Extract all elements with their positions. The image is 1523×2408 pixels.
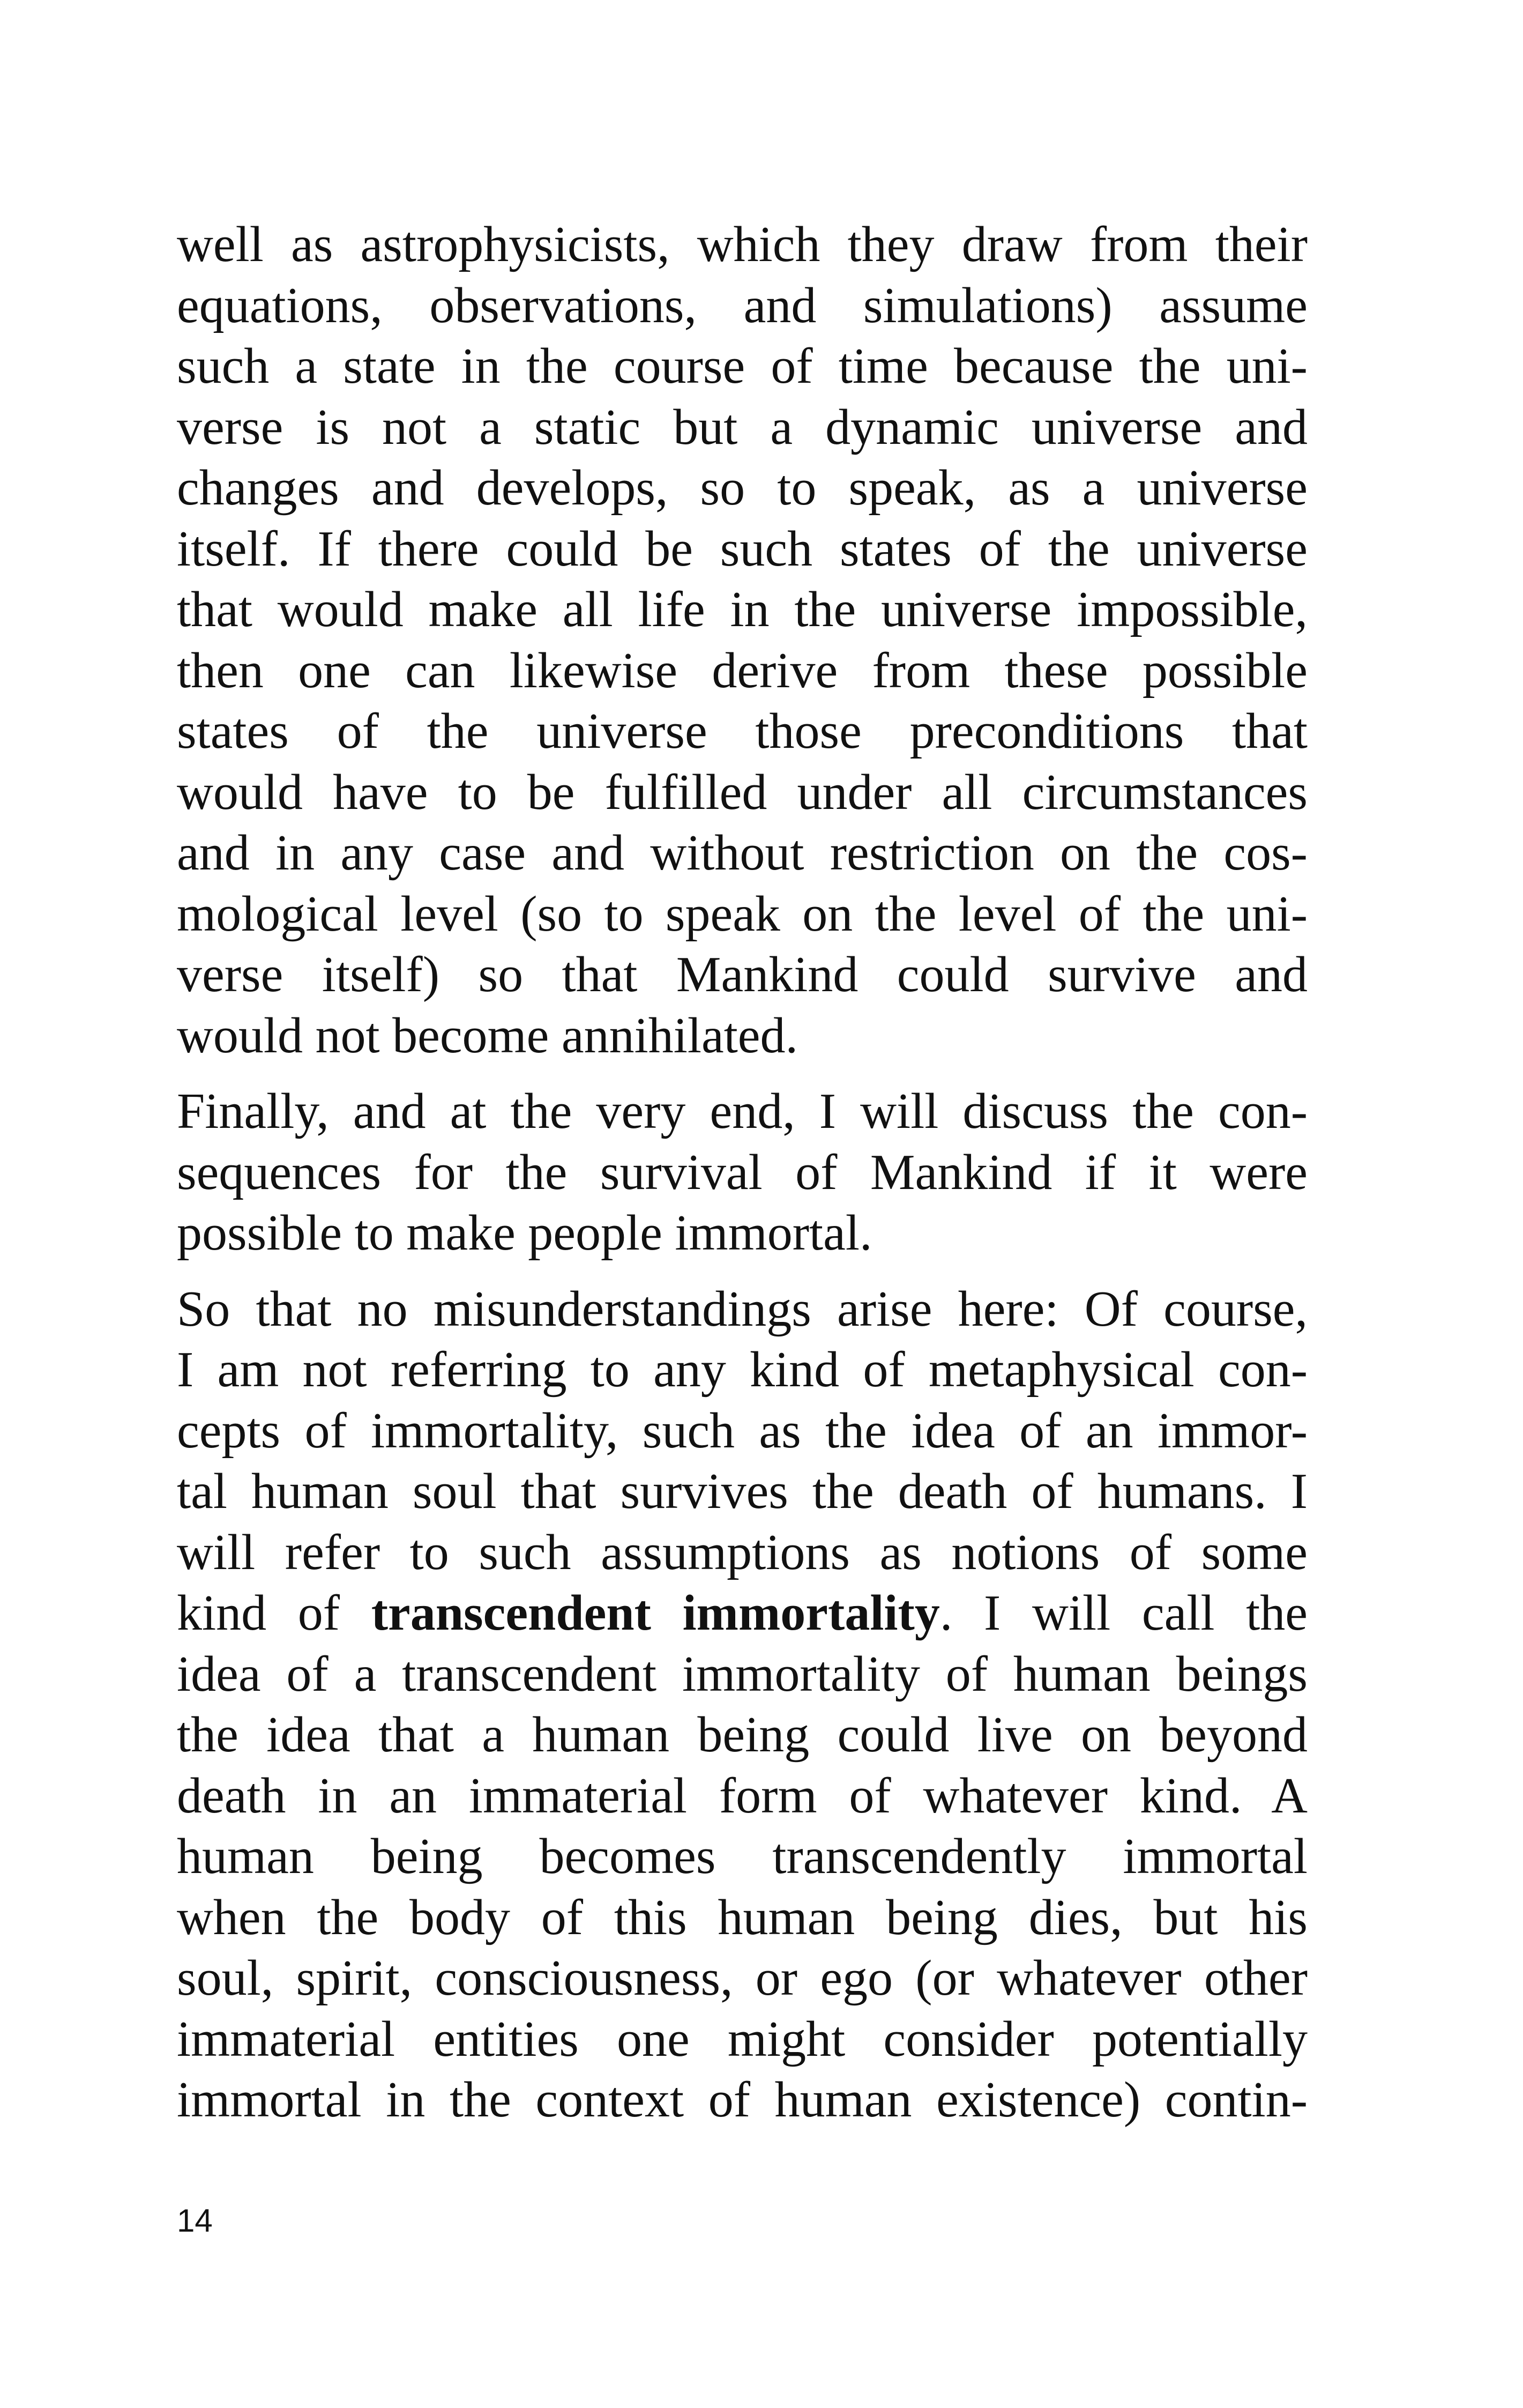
text-line: such a state in the course of time because the uni- bbox=[177, 338, 1308, 394]
text-fragment: . I will call the bbox=[939, 1585, 1308, 1641]
text-line: death in an immaterial form of whatever kind. A bbox=[177, 1767, 1308, 1824]
text-line: that would make all life in the universe impossible, bbox=[177, 582, 1308, 637]
text-line: well as astrophysicists, which they draw from their bbox=[177, 217, 1308, 272]
text-line: cepts of immortality, such as the idea of an immor- bbox=[177, 1402, 1308, 1459]
text-line: immortal in the context of human existence) contin- bbox=[177, 2072, 1308, 2128]
text-line: then one can likewise derive from these possible bbox=[177, 642, 1308, 698]
paragraph-3 bbox=[177, 1279, 1308, 2131]
paragraph-spacing bbox=[177, 1066, 1308, 1081]
text-line: Finally, and at the very end, I will discuss the con- bbox=[177, 1083, 1308, 1139]
text-line-with-bold-term bbox=[177, 1583, 1308, 1644]
text-line: equations, observations, and simulations) assume bbox=[177, 277, 1308, 333]
page-number: 14 bbox=[177, 2203, 213, 2239]
text-line: the idea that a human being could live on beyond bbox=[177, 1707, 1308, 1763]
text-line: possible to make people immortal. bbox=[177, 1205, 872, 1261]
text-line: verse is not a static but a dynamic universe and bbox=[177, 399, 1308, 455]
paragraph-2 bbox=[177, 1081, 1308, 1264]
text-line: itself. If there could be such states of the universe bbox=[177, 521, 1308, 577]
bold-term: transcendent immortality bbox=[371, 1585, 940, 1641]
text-line: and in any case and without restriction on the cos- bbox=[177, 825, 1308, 881]
paragraph-1 bbox=[177, 214, 1308, 1066]
text-line: mological level (so to speak on the level of the uni- bbox=[177, 886, 1308, 942]
text-line: will refer to such assumptions as notions of some bbox=[177, 1524, 1308, 1580]
text-line: human being becomes transcendently immortal bbox=[177, 1829, 1308, 1884]
text-line: would not become annihilated. bbox=[177, 1007, 798, 1064]
text-line: I am not referring to any kind of metaphysical con- bbox=[177, 1342, 1308, 1398]
body-text bbox=[177, 214, 1308, 2131]
text-line: states of the universe those preconditions that bbox=[177, 703, 1308, 759]
text-fragment: kind of bbox=[177, 1585, 340, 1641]
text-line: So that no misunderstandings arise here: Of course, bbox=[177, 1281, 1308, 1337]
text-line: soul, spirit, consciousness, or ego (or whatever other bbox=[177, 1950, 1308, 2006]
paragraph-spacing bbox=[177, 1264, 1308, 1279]
text-line: idea of a transcendent immortality of human beings bbox=[177, 1646, 1308, 1702]
text-line: changes and develops, so to speak, as a universe bbox=[177, 460, 1308, 516]
text-line: when the body of this human being dies, but his bbox=[177, 1889, 1308, 1945]
text-line: verse itself) so that Mankind could survive and bbox=[177, 947, 1308, 1002]
text-line: immaterial entities one might consider potentially bbox=[177, 2011, 1308, 2067]
text-line: tal human soul that survives the death of humans. I bbox=[177, 1463, 1308, 1519]
text-line: sequences for the survival of Mankind if it were bbox=[177, 1144, 1308, 1200]
text-line: would have to be fulfilled under all circumstances bbox=[177, 764, 1308, 820]
